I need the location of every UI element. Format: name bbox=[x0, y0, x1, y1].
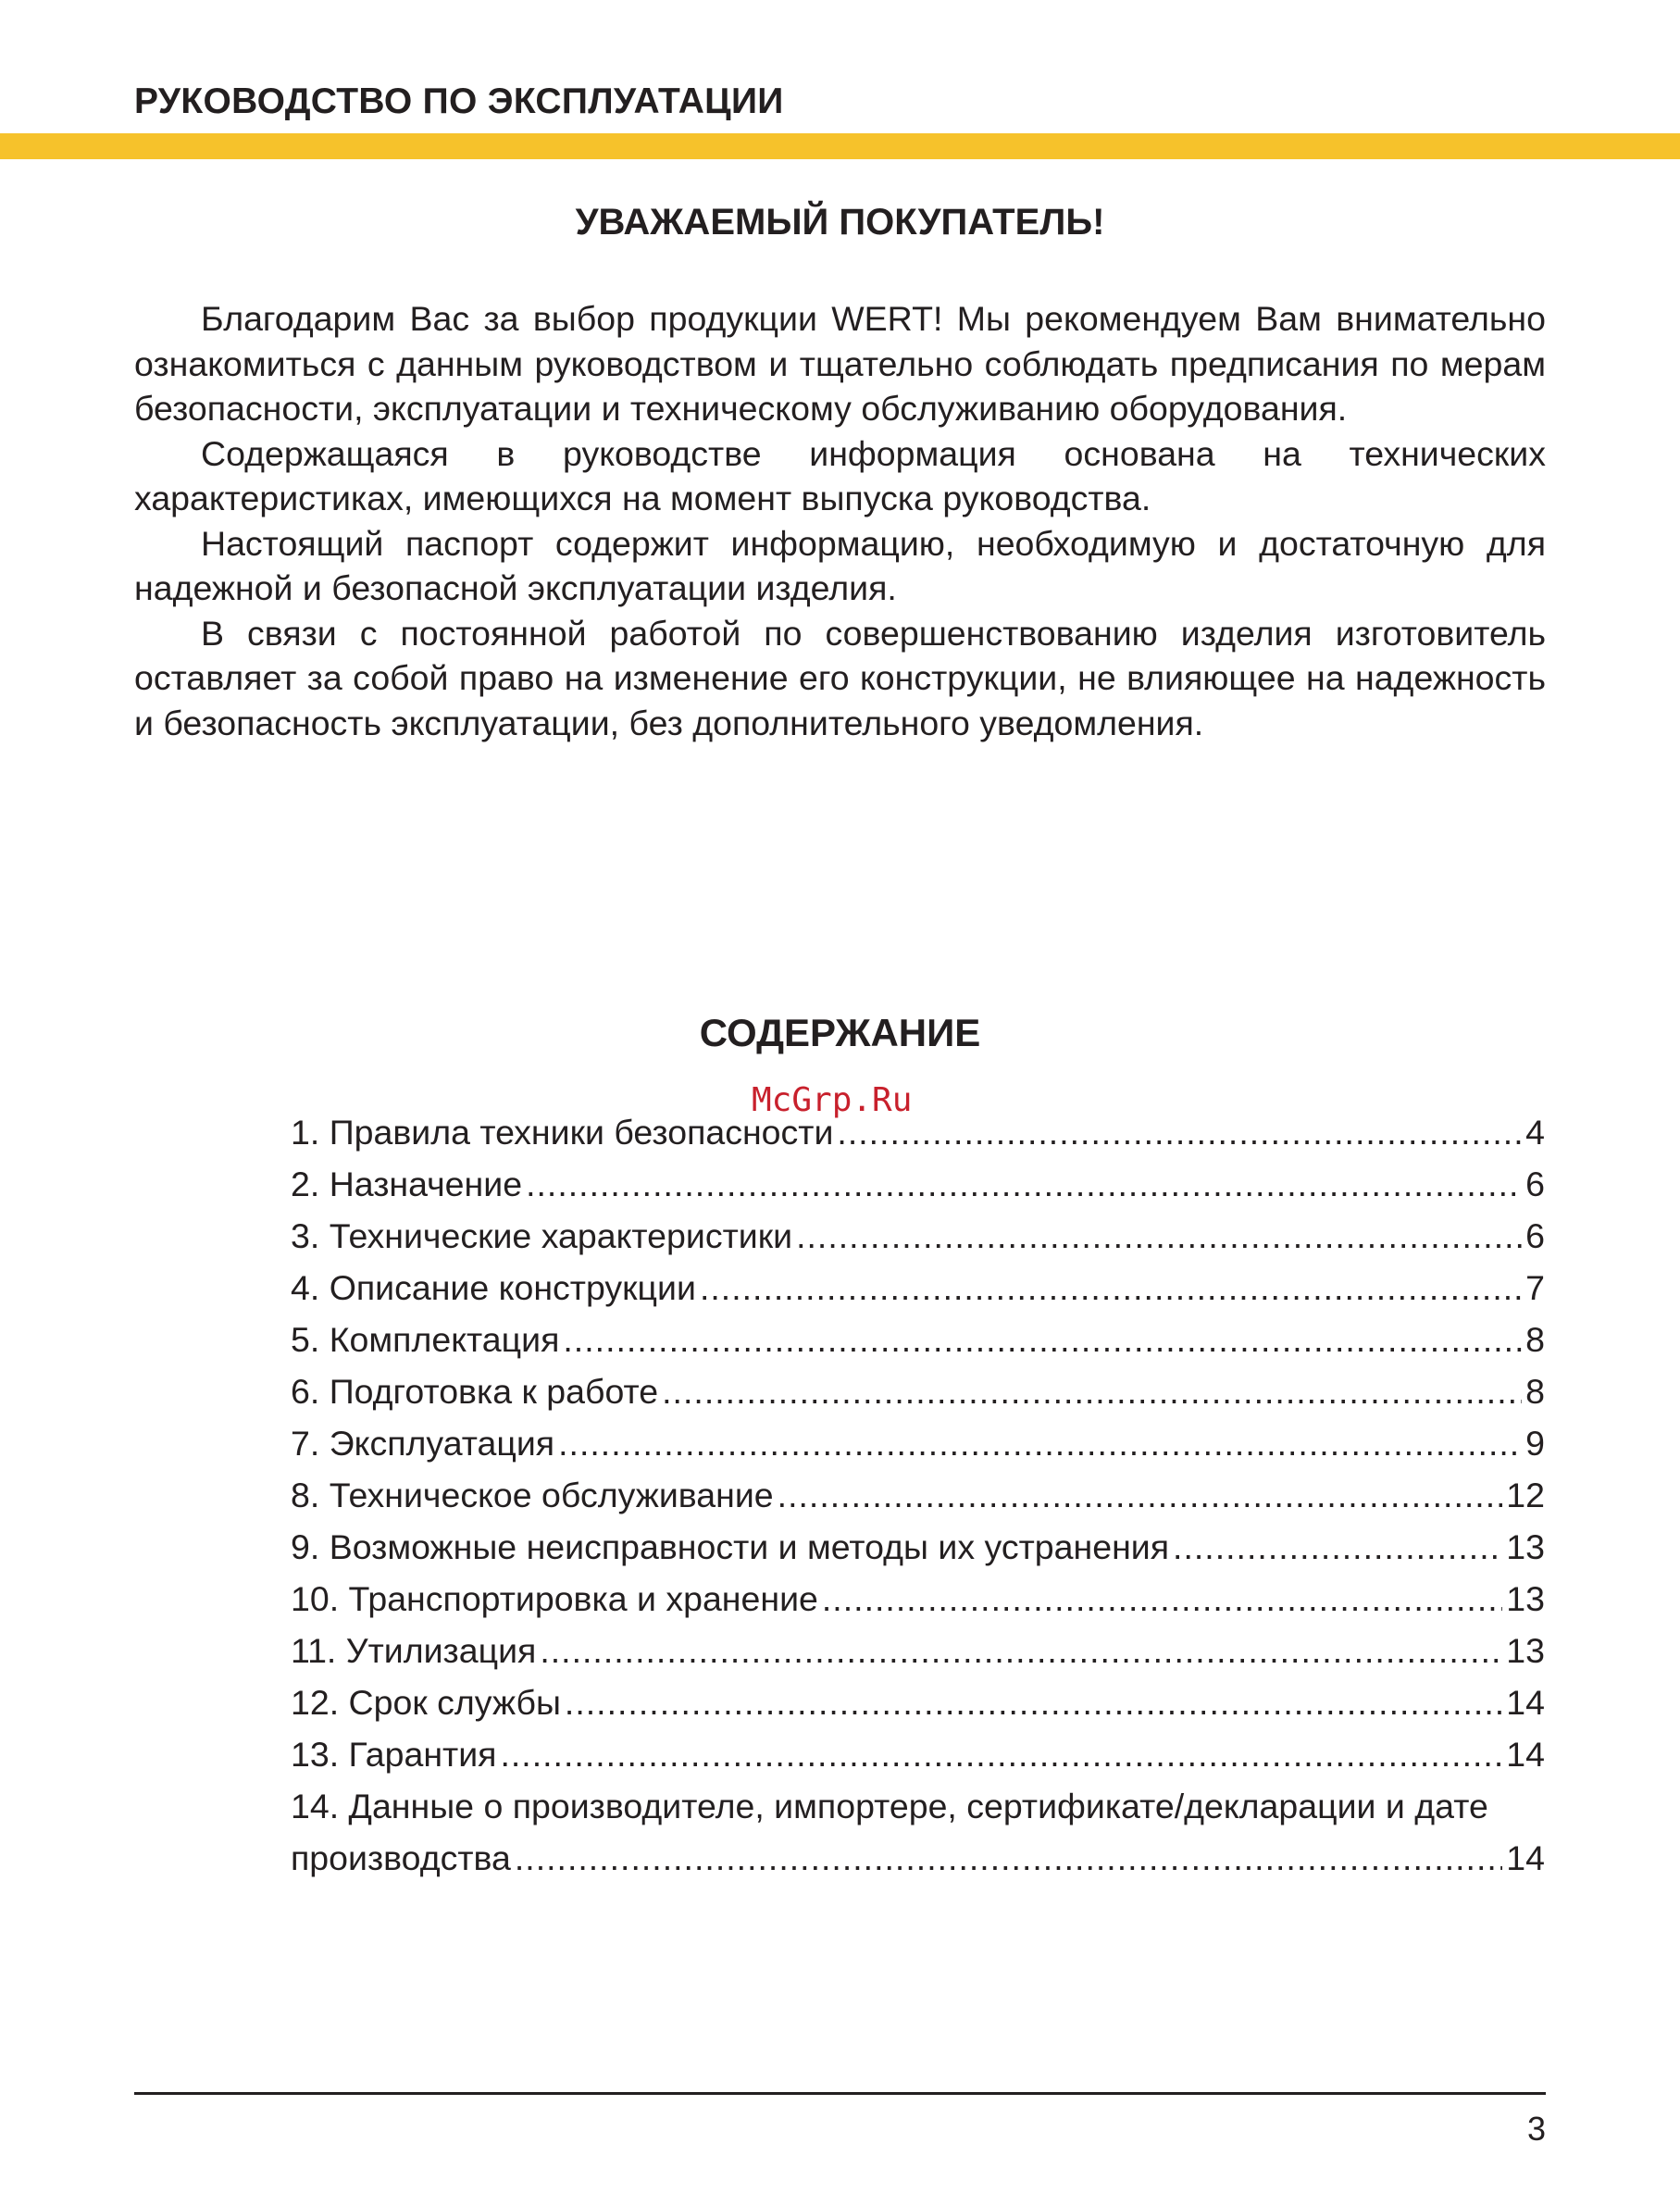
page-number: 3 bbox=[1526, 2110, 1546, 2148]
toc-entry[interactable] bbox=[291, 1262, 1545, 1314]
toc-dot-leader bbox=[796, 1210, 1522, 1262]
toc-entry-page: 14 bbox=[1506, 1838, 1545, 1877]
document-header-title: РУКОВОДСТВО ПО ЭКСПЛУАТАЦИИ bbox=[134, 81, 784, 121]
toc-entry-page: 14 bbox=[1506, 1683, 1545, 1722]
toc-entry-page: 8 bbox=[1525, 1372, 1545, 1411]
toc-dot-leader bbox=[662, 1365, 1522, 1417]
table-of-contents bbox=[291, 1106, 1545, 1884]
toc-entry-label: 7. Эксплуатация bbox=[291, 1424, 555, 1463]
toc-entry-label: 4. Описание конструкции bbox=[291, 1268, 696, 1307]
intro-paragraph: В связи с постоянной работой по совершенствованию изделия изготовитель оставляет за собой право на изменение его конструкции, не влияющее на надежность и безопасность эксплуатации, без дополнительного уведомления. bbox=[134, 613, 1546, 742]
toc-dot-leader bbox=[500, 1728, 1502, 1780]
toc-entry-label: 13. Гарантия bbox=[291, 1735, 497, 1774]
toc-entry-label: 10. Транспортировка и хранение bbox=[291, 1579, 818, 1618]
toc-dot-leader bbox=[563, 1314, 1522, 1365]
intro-paragraph: Содержащаяся в руководстве информация основана на технических характеристиках, имеющихся на момент выпуска руководства. bbox=[134, 433, 1546, 517]
toc-entry-label-first-line[interactable]: 14. Данные о производителе, импортере, сертификате/декларации и дате bbox=[291, 1787, 1488, 1825]
toc-entry-page: 6 bbox=[1525, 1216, 1545, 1255]
toc-entry-label: 5. Комплектация bbox=[291, 1320, 560, 1359]
toc-entry-label: 9. Возможные неисправности и методы их устранения bbox=[291, 1527, 1170, 1566]
toc-entry[interactable] bbox=[291, 1314, 1545, 1365]
toc-entry[interactable] bbox=[291, 1106, 1545, 1158]
intro-paragraph: Настоящий паспорт содержит информацию, необходимую и достаточную для надежной и безопасной эксплуатации изделия. bbox=[134, 523, 1546, 607]
toc-entry-label: 6. Подготовка к работе bbox=[291, 1372, 659, 1411]
watermark-text: McGrp.Ru bbox=[752, 1081, 913, 1119]
toc-entry-page: 13 bbox=[1506, 1527, 1545, 1566]
toc-entry-page: 6 bbox=[1525, 1165, 1545, 1203]
toc-entry[interactable] bbox=[291, 1469, 1545, 1521]
intro-paragraph: Благодарим Вас за выбор продукции WERT! Мы рекомендуем Вам внимательно ознакомиться с данным руководством и тщательно соблюдать предписания по мерам безопасности, эксплуатации и техническому обслуживанию оборудования. bbox=[134, 299, 1546, 428]
toc-dot-leader bbox=[778, 1469, 1503, 1521]
toc-title: СОДЕРЖАНИЕ bbox=[699, 1011, 981, 1054]
toc-entry[interactable] bbox=[291, 1832, 1545, 1884]
toc-entry[interactable] bbox=[291, 1365, 1545, 1417]
toc-entry[interactable] bbox=[291, 1676, 1545, 1728]
toc-dot-leader bbox=[515, 1832, 1502, 1884]
toc-entry[interactable] bbox=[291, 1573, 1545, 1625]
toc-dot-leader bbox=[526, 1158, 1522, 1210]
toc-entry-label: 11. Утилизация bbox=[291, 1631, 537, 1670]
toc-entry-page: 14 bbox=[1506, 1735, 1545, 1774]
toc-entry[interactable] bbox=[291, 1417, 1545, 1469]
toc-entry-label: 2. Назначение bbox=[291, 1165, 523, 1203]
toc-entry-page: 4 bbox=[1525, 1113, 1545, 1152]
toc-entry[interactable] bbox=[291, 1521, 1545, 1573]
toc-dot-leader bbox=[837, 1106, 1522, 1158]
toc-entry-label: производства bbox=[291, 1838, 511, 1877]
toc-dot-leader bbox=[540, 1625, 1502, 1676]
toc-dot-leader bbox=[822, 1573, 1502, 1625]
toc-dot-leader bbox=[558, 1417, 1522, 1469]
footer-divider bbox=[134, 2092, 1546, 2095]
toc-entry-page: 8 bbox=[1525, 1320, 1545, 1359]
toc-entry-label: 1. Правила техники безопасности bbox=[291, 1113, 834, 1152]
toc-entry-page: 13 bbox=[1506, 1631, 1545, 1670]
toc-entry-label: 12. Срок службы bbox=[291, 1683, 561, 1722]
greeting-heading: УВАЖАЕМЫЙ ПОКУПАТЕЛЬ! bbox=[575, 202, 1105, 243]
toc-entry[interactable] bbox=[291, 1728, 1545, 1780]
header-accent-bar bbox=[0, 133, 1680, 159]
intro-text bbox=[134, 296, 1546, 745]
toc-entry[interactable] bbox=[291, 1158, 1545, 1210]
toc-entry-page: 9 bbox=[1525, 1424, 1545, 1463]
toc-dot-leader bbox=[565, 1676, 1502, 1728]
toc-entry[interactable] bbox=[291, 1625, 1545, 1676]
toc-entry[interactable] bbox=[291, 1210, 1545, 1262]
toc-entry-page: 7 bbox=[1525, 1268, 1545, 1307]
toc-dot-leader bbox=[700, 1262, 1522, 1314]
toc-entry-page: 12 bbox=[1506, 1476, 1545, 1514]
toc-entry-label: 8. Техническое обслуживание bbox=[291, 1476, 774, 1514]
toc-dot-leader bbox=[1173, 1521, 1502, 1573]
toc-entry-page: 13 bbox=[1506, 1579, 1545, 1618]
toc-entry-label: 3. Технические характеристики bbox=[291, 1216, 793, 1255]
